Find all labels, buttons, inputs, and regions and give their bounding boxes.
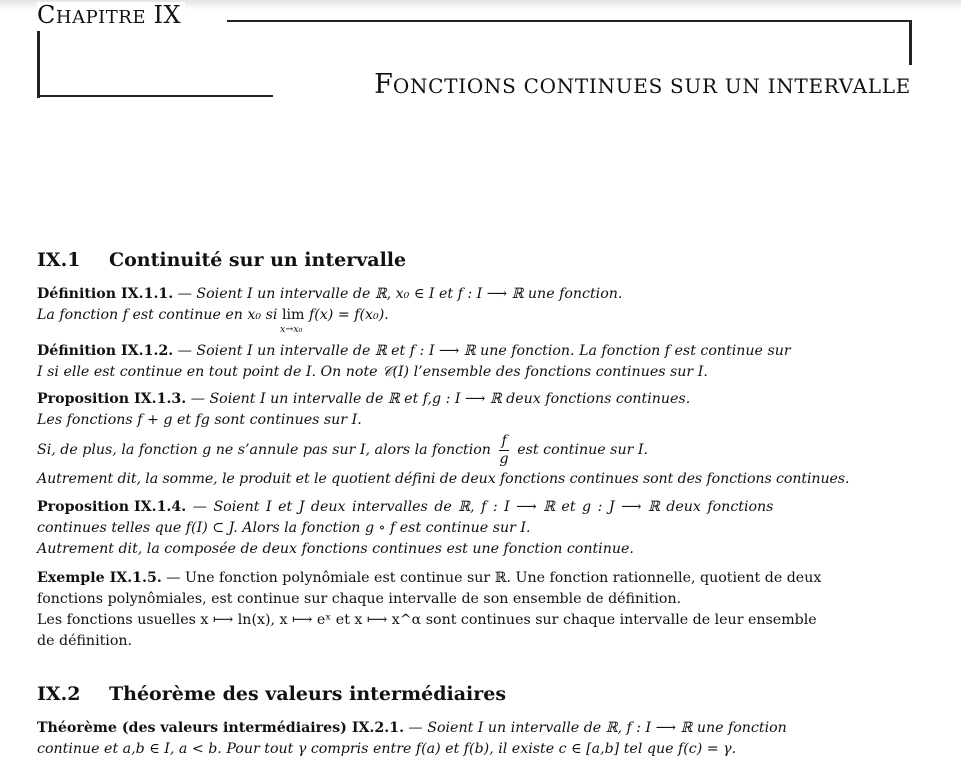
chapter-number: IX — [153, 1, 182, 29]
chapter-header — [37, 0, 912, 110]
fraction-f-over-g — [499, 433, 508, 468]
section-number: IX.1 — [37, 249, 81, 271]
proposition-4 — [37, 497, 912, 560]
example-5-line-4: de définition. — [37, 633, 133, 649]
proposition-3-line-2: Les fonctions f + g et fg sont continues sur I. — [37, 412, 362, 428]
fraction-denominator: g — [499, 450, 509, 467]
definition-1 — [37, 284, 912, 335]
proposition-3-line-4: Autrement dit, la somme, le produit et le quotient défini de deux fonctions continues sont des fonctions continues. — [37, 471, 850, 487]
example-5-head: Exemple IX.1.5. — [37, 570, 162, 586]
section-number: IX.2 — [37, 683, 81, 705]
section-heading-2 — [37, 682, 506, 706]
proposition-3-line-3a: Si, de plus, la fonction g ne s’annule pas sur I, alors la fonction — [37, 442, 496, 458]
proposition-4-line-3: Autrement dit, la composée de deux fonctions continues est une fonction continue. — [37, 541, 634, 557]
theorem-1-head: Théorème (des valeurs intermédiaires) IX.2.1. — [37, 720, 405, 736]
definition-2-line-1: — Soient I un intervalle de ℝ et f : I ⟶ ℝ une fonction. La fonction f est continue sur — [173, 343, 791, 359]
chapter-rule-top — [227, 20, 911, 22]
example-5-line-2: fonctions polynômiales, est continue sur chaque intervalle de son ensemble de définition. — [37, 591, 682, 607]
chapter-label — [37, 2, 185, 31]
definition-1-line-2a: La fonction f est continue en x₀ si — [37, 307, 282, 323]
example-5-line-3: Les fonctions usuelles x ⟼ ln(x), x ⟼ eˣ et x ⟼ x^α sont continues sur chaque intervalle de leur ensemble — [37, 612, 817, 628]
chapter-label-initial: C — [37, 1, 56, 29]
chapter-rule-bottom — [37, 95, 273, 97]
proposition-3 — [37, 389, 912, 490]
definition-2-line-2: I si elle est continue en tout point de I. On note 𝒞(I) l’ensemble des fonctions continues sur I. — [37, 364, 708, 380]
limit-subscript: x→x₀ — [279, 324, 303, 335]
definition-2 — [37, 341, 912, 383]
proposition-4-line-1: — Soient I et J deux intervalles de ℝ, f : I ⟶ ℝ et g : J ⟶ ℝ deux fonctions — [186, 499, 774, 515]
section-heading-1 — [37, 248, 406, 272]
fraction-numerator: f — [501, 432, 507, 449]
section-title: Continuité sur un intervalle — [109, 249, 407, 271]
definition-1-head: Définition IX.1.1. — [37, 286, 174, 302]
definition-1-line-1: — Soient I un intervalle de ℝ, x₀ ∈ I et f : I ⟶ ℝ une fonction. — [173, 286, 623, 302]
proposition-4-head: Proposition IX.1.4. — [37, 499, 187, 515]
section-title: Théorème des valeurs intermédiaires — [109, 683, 507, 705]
limit-operator — [279, 305, 305, 335]
example-5-line-1: — Une fonction polynômiale est continue sur ℝ. Une fonction rationnelle, quotient de deux — [161, 570, 822, 586]
chapter-title-rest: ONCTIONS CONTINUES SUR UN INTERVALLE — [392, 74, 911, 98]
theorem-1 — [37, 718, 912, 760]
chapter-title-initial: F — [374, 69, 393, 100]
limit-symbol: lim — [281, 307, 305, 323]
proposition-3-line-1: — Soient I un intervalle de ℝ et f,g : I ⟶ ℝ deux fonctions continues. — [186, 391, 691, 407]
chapter-rule-right — [909, 20, 912, 65]
proposition-4-line-2: continues telles que f(I) ⊂ J. Alors la fonction g ∘ f est continue sur I. — [37, 520, 531, 536]
document-page — [37, 0, 912, 757]
theorem-1-line-1: — Soient I un intervalle de ℝ, f : I ⟶ ℝ une fonction — [404, 720, 787, 736]
proposition-3-head: Proposition IX.1.3. — [37, 391, 187, 407]
chapter-label-rest: HAPITRE — [55, 7, 146, 28]
proposition-3-line-3b: est continue sur I. — [512, 442, 649, 458]
definition-1-line-2b: f(x) = f(x₀). — [304, 307, 389, 323]
definition-2-head: Définition IX.1.2. — [37, 343, 174, 359]
example-5 — [37, 568, 912, 652]
chapter-rule-left — [37, 31, 40, 98]
chapter-title — [374, 70, 911, 102]
theorem-1-line-2: continue et a,b ∈ I, a < b. Pour tout γ compris entre f(a) et f(b), il existe c ∈ [a,b] tel que f(c) = γ. — [37, 741, 737, 757]
